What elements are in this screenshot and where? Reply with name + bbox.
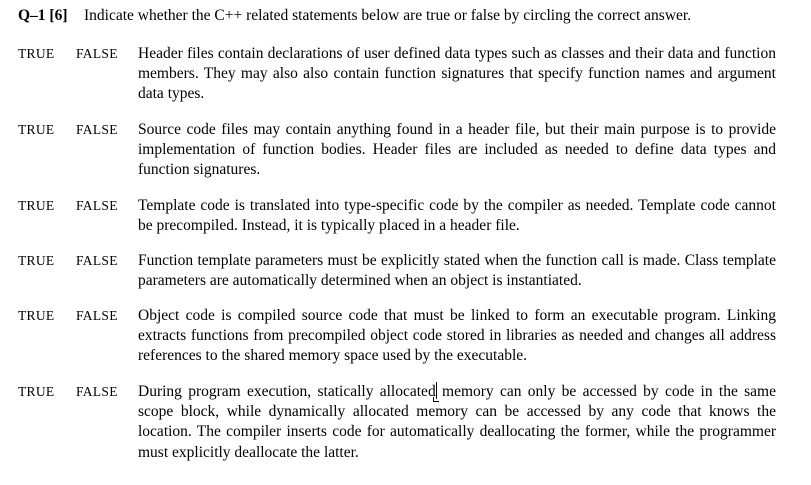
true-option[interactable]: TRUE (18, 308, 55, 323)
statement-text-before-cursor: During program execution, statically allocated (138, 383, 436, 400)
statement-text: Template code is translated into type-specific code by the compiler as needed. Template code cannot be precompiled. Instead, it is typically placed in a header file. (138, 197, 776, 235)
question-number: Q–1 [6] (18, 7, 68, 24)
statement-text: Source code files may contain anything found in a header file, but their main purpose is to provide implementation of function bodies. Header files are included as needed to define data types and function signatures. (138, 121, 776, 179)
false-option[interactable]: FALSE (76, 308, 118, 323)
false-option[interactable]: FALSE (76, 122, 118, 137)
statement-text: Function template parameters must be explicitly stated when the function call is made. Class template parameters are automatically determined when an object is instantiated. (138, 252, 776, 290)
true-option[interactable]: TRUE (18, 253, 55, 268)
question-prompt: Indicate whether the C++ related statements below are true or false by circling the correct answer. (84, 7, 692, 24)
question-header (18, 6, 801, 26)
true-option[interactable]: TRUE (18, 384, 55, 399)
false-option[interactable]: FALSE (76, 198, 118, 213)
statement-text (138, 382, 776, 463)
true-option[interactable]: TRUE (18, 198, 55, 213)
true-option[interactable]: TRUE (18, 46, 55, 61)
false-option[interactable]: FALSE (76, 46, 118, 61)
false-option[interactable]: FALSE (76, 253, 118, 268)
statement-text-after-cursor: memory can only be accessed by code in the same scope block, while dynamically allocated memory can be accessed by any code that knows the location. The compiler inserts code for automatically deallocating the former, while the programmer must explicitly deallocate the latter. (138, 383, 776, 461)
statement-text: Header files contain declarations of user defined data types such as classes and their data and function members. They may also also contain function signatures that specify function names and argument data types. (138, 45, 776, 103)
true-option[interactable]: TRUE (18, 122, 55, 137)
false-option[interactable]: FALSE (76, 384, 118, 399)
statement-text: Object code is compiled source code that must be linked to form an executable program. Linking extracts functions from precompiled object code stored in libraries as needed and changes all address references to the shared memory space used by the executable. (138, 307, 776, 365)
